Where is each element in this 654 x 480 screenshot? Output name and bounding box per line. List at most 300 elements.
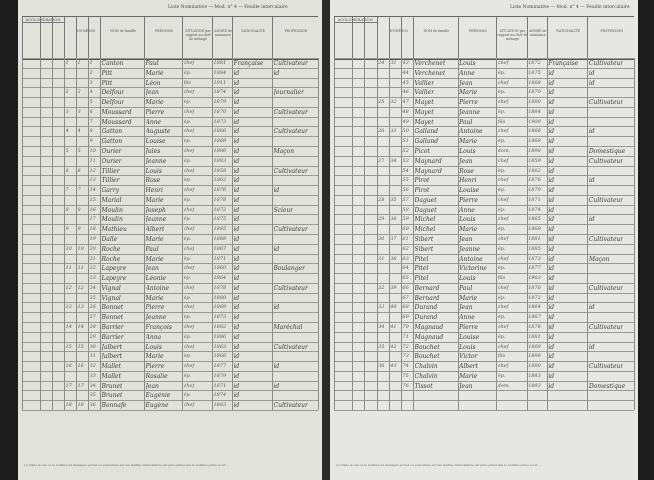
entry-nat: id bbox=[233, 304, 240, 312]
row-rule bbox=[22, 214, 318, 216]
entry-n: 35 bbox=[89, 392, 96, 399]
column-header bbox=[527, 17, 548, 59]
entry-nat: id bbox=[233, 118, 240, 126]
entry-n: 69 bbox=[402, 314, 409, 321]
entry-nat: id bbox=[548, 382, 555, 390]
entry-nat: Française bbox=[548, 60, 579, 67]
entry-nom: Jalbert bbox=[101, 343, 123, 351]
entry-prenom: Marie bbox=[145, 255, 164, 263]
row-rule bbox=[334, 400, 634, 402]
entry-prenom: Paul bbox=[145, 245, 159, 253]
entry-menage: 32 bbox=[390, 99, 397, 106]
entry-nom: Vignal bbox=[101, 294, 121, 302]
entry-annee: 1879 bbox=[213, 99, 227, 106]
entry-situation: ép. bbox=[183, 314, 192, 321]
entry-prenom: Jules bbox=[145, 148, 161, 155]
entry-nat: id bbox=[233, 382, 240, 390]
entry-n: 58 bbox=[402, 206, 409, 213]
column-header bbox=[22, 17, 41, 59]
row-rule bbox=[22, 332, 318, 334]
entry-annee: 1880 bbox=[528, 363, 541, 370]
entry-nat: id bbox=[548, 177, 555, 185]
entry-prenom: Antoine bbox=[459, 128, 483, 136]
entry-situation: chef bbox=[183, 324, 195, 330]
entry-annee: 1869 bbox=[528, 138, 541, 145]
entry-nat: id bbox=[233, 333, 240, 341]
entry-nom: Delfour bbox=[101, 89, 125, 97]
entry-n: 68 bbox=[402, 304, 409, 311]
entry-nom: Mayet bbox=[414, 99, 434, 107]
entry-prenom: Jean bbox=[145, 382, 159, 390]
entry-prenom: Victor bbox=[459, 353, 478, 361]
entry-nom: Vallier bbox=[414, 79, 435, 87]
entry-nom: Pitel bbox=[414, 255, 429, 263]
entry-situation: ép. bbox=[497, 226, 506, 233]
entry-menage: 15 bbox=[77, 343, 84, 350]
entry-annee: 1878 bbox=[213, 196, 227, 203]
entry-nom: Vignal bbox=[101, 284, 121, 292]
entry-annee: 1875 bbox=[528, 69, 541, 76]
row-rule bbox=[22, 136, 318, 138]
entry-nom: Ourier bbox=[101, 148, 122, 155]
column-header bbox=[587, 17, 635, 59]
entry-prof: Cultivateur bbox=[273, 402, 308, 410]
entry-situation: ép. bbox=[183, 196, 192, 203]
entry-house: 17 bbox=[65, 382, 72, 389]
entry-situation: chef bbox=[497, 304, 509, 311]
entry-prenom: Marie bbox=[145, 196, 164, 204]
entry-nom: Pitel bbox=[414, 275, 429, 283]
entry-menage: 43 bbox=[390, 363, 397, 370]
entry-n: 49 bbox=[402, 118, 409, 125]
column-header-row bbox=[22, 16, 318, 60]
entry-prenom: Jeanne bbox=[145, 157, 167, 165]
entry-nat: id bbox=[548, 89, 555, 97]
entry-annee: 1883 bbox=[528, 372, 541, 379]
entry-prof: id bbox=[588, 128, 595, 136]
entry-prenom: Louise bbox=[145, 138, 166, 146]
entry-nat: id bbox=[548, 226, 555, 234]
entry-situation: ép. bbox=[497, 245, 506, 252]
entry-nat: id bbox=[548, 196, 555, 204]
row-rule bbox=[334, 224, 634, 226]
entry-menage: 35 bbox=[390, 196, 397, 203]
entry-prenom: Henri bbox=[145, 187, 163, 195]
entry-n: 18 bbox=[89, 226, 96, 233]
entry-situation: chef bbox=[183, 187, 195, 194]
row-rule bbox=[334, 332, 634, 334]
entry-prof: Cultivateur bbox=[273, 128, 308, 136]
row-rule bbox=[334, 273, 634, 275]
entry-prenom: Jean bbox=[145, 89, 159, 97]
entry-annee: 1871 bbox=[213, 255, 227, 262]
entry-situation: fils bbox=[183, 79, 191, 86]
entry-menage: 5 bbox=[77, 148, 81, 154]
entry-nat: id bbox=[233, 89, 240, 97]
entry-annee: 1862 bbox=[213, 177, 227, 184]
entry-menage: 13 bbox=[77, 304, 84, 311]
entry-situation: chef bbox=[183, 167, 195, 174]
entry-nom: Moulin bbox=[101, 206, 123, 214]
entry-annee: 1867 bbox=[213, 245, 227, 252]
entry-annee: 1864 bbox=[213, 275, 227, 282]
entry-menage: 2 bbox=[77, 89, 81, 96]
entry-prenom: Pierre bbox=[145, 304, 165, 312]
entry-menage: 41 bbox=[390, 324, 397, 330]
entry-annee: 1886 bbox=[213, 333, 227, 340]
row-rule bbox=[334, 371, 634, 373]
entry-prenom: Rosalie bbox=[145, 372, 168, 380]
entry-prenom: Louise bbox=[459, 333, 480, 341]
entry-prenom: Eugène bbox=[145, 402, 169, 410]
entry-nom: Mayet bbox=[414, 108, 434, 116]
entry-n: 62 bbox=[402, 245, 409, 252]
entry-house: 7 bbox=[65, 187, 69, 194]
entry-n: 7 bbox=[89, 118, 93, 125]
entry-n: 1 bbox=[89, 60, 93, 66]
entry-nom: Maynard bbox=[414, 167, 442, 175]
column-header bbox=[144, 17, 183, 59]
entry-situation: ép. bbox=[183, 177, 192, 184]
entry-nat: id bbox=[548, 284, 555, 292]
entry-n: 27 bbox=[89, 314, 96, 321]
entry-prof: id bbox=[273, 304, 280, 312]
row-rule bbox=[22, 371, 318, 373]
entry-n: 19 bbox=[89, 236, 96, 242]
entry-menage: 3 bbox=[77, 108, 81, 115]
entry-prenom: Pierre bbox=[145, 108, 165, 116]
entry-situation: ép. bbox=[183, 333, 192, 340]
entry-situation: chef bbox=[497, 99, 509, 106]
column-header bbox=[547, 17, 589, 59]
entry-situation: ép. bbox=[497, 206, 506, 213]
entry-situation: ép. bbox=[183, 353, 192, 360]
page-footnote: (1) Dans le cas où le nombre de ménages portés ou personnes sur les feuilles intercalaires est plus grand que le nombre prévu pour... bbox=[24, 463, 228, 468]
entry-prenom: Louis bbox=[459, 275, 476, 283]
entry-annee: 1858 bbox=[213, 167, 227, 174]
entry-prenom: Marie bbox=[145, 294, 164, 302]
entry-situation: chef bbox=[497, 363, 509, 370]
entry-nom: Delfour bbox=[101, 99, 125, 107]
column-header bbox=[364, 17, 377, 59]
entry-prenom: Victorine bbox=[459, 265, 487, 273]
column-rule bbox=[334, 58, 335, 410]
column-header-label: PRÉNOMS bbox=[469, 29, 487, 33]
entry-n: 55 bbox=[402, 177, 409, 184]
entry-prof: Cultivateur bbox=[588, 157, 624, 165]
entry-situation: fils bbox=[497, 118, 506, 125]
entry-nat: id bbox=[233, 343, 240, 351]
entry-prenom: Paul bbox=[459, 118, 473, 126]
entry-menage: 11 bbox=[77, 265, 84, 272]
entry-nat: id bbox=[233, 324, 240, 331]
entry-nom: Moussard bbox=[101, 118, 132, 126]
entry-n: 48 bbox=[402, 108, 409, 115]
entry-prof: Cultivateur bbox=[588, 363, 624, 371]
entry-situation: ép. bbox=[497, 167, 506, 174]
entry-n: 73 bbox=[402, 353, 409, 360]
entry-house: 3 bbox=[65, 108, 69, 115]
entry-n: 34 bbox=[89, 382, 96, 389]
row-rule bbox=[22, 175, 318, 177]
entry-situation: chef bbox=[183, 363, 195, 370]
entry-nat: id bbox=[548, 304, 555, 312]
entry-nat: id bbox=[548, 324, 555, 331]
entry-nat: id bbox=[548, 157, 555, 165]
column-rule bbox=[352, 58, 353, 410]
entry-annee: 1877 bbox=[528, 265, 541, 272]
entry-annee: 1864 bbox=[528, 304, 541, 311]
entry-prenom: Louis bbox=[459, 216, 476, 224]
entry-house: 10 bbox=[65, 245, 72, 252]
entry-nat: id bbox=[233, 187, 240, 195]
row-rule bbox=[334, 136, 634, 138]
entry-n: 9 bbox=[89, 138, 93, 145]
entry-nom: Gatton bbox=[101, 128, 123, 136]
entry-n: 53 bbox=[402, 157, 409, 164]
entry-house: 34 bbox=[378, 324, 385, 330]
entry-n: 64 bbox=[402, 265, 409, 272]
column-header bbox=[389, 17, 408, 59]
entry-n: 15 bbox=[89, 196, 96, 203]
entry-situation: chef bbox=[183, 284, 195, 291]
entry-prenom: Louis bbox=[145, 167, 162, 175]
entry-menage: 17 bbox=[77, 382, 84, 389]
row-rule bbox=[22, 117, 318, 119]
entry-menage: 18 bbox=[77, 402, 84, 409]
entry-nat: id bbox=[548, 245, 555, 253]
entry-prof: Maçon bbox=[273, 148, 295, 155]
row-rule bbox=[334, 87, 634, 89]
entry-prof: Scieur bbox=[273, 206, 294, 214]
row-rule bbox=[22, 78, 318, 80]
entry-n: 59 bbox=[402, 216, 409, 223]
entry-annee: 1872 bbox=[528, 60, 541, 66]
entry-house: 18 bbox=[65, 402, 72, 409]
entry-nat: id bbox=[548, 236, 555, 243]
entry-house: 1 bbox=[65, 60, 69, 66]
entry-annee: 1885 bbox=[528, 245, 541, 252]
entry-nat: id bbox=[233, 157, 240, 165]
entry-prenom: Louise bbox=[459, 187, 480, 195]
entry-prenom: Louis bbox=[145, 343, 162, 351]
entry-prof: Cultivateur bbox=[588, 60, 624, 67]
entry-n: 50 bbox=[402, 128, 409, 135]
row-rule bbox=[334, 166, 634, 168]
entry-prof: id bbox=[588, 304, 595, 312]
column-header-label: NUMÉROS bbox=[77, 29, 96, 33]
entry-nat: id bbox=[548, 255, 555, 263]
entry-nat: id bbox=[233, 99, 240, 107]
entry-n: 65 bbox=[402, 275, 409, 282]
entry-annee: 1873 bbox=[213, 314, 227, 321]
entry-nat: id bbox=[233, 226, 240, 234]
entry-prof: Cultivateur bbox=[588, 324, 624, 331]
row-rule bbox=[22, 254, 318, 256]
entry-situation: ép. bbox=[497, 89, 506, 96]
entry-menage: 9 bbox=[77, 226, 81, 233]
entry-situation: ép. bbox=[183, 118, 192, 125]
entry-nom: Pitt bbox=[101, 69, 113, 77]
entry-nom: Magnaud bbox=[414, 324, 444, 331]
entry-annee: 1884 bbox=[528, 108, 541, 115]
entry-situation: ép. bbox=[497, 69, 506, 76]
column-header-label: ANNÉE de naissance bbox=[528, 29, 547, 37]
entry-prenom: Joseph bbox=[145, 206, 166, 214]
entry-prenom: Albert bbox=[459, 363, 479, 371]
entry-annee: 1883 bbox=[213, 402, 227, 409]
column-header-label: SITUATION par rapport au chef de ménage bbox=[497, 29, 528, 41]
entry-situation: ép. bbox=[497, 108, 506, 115]
entry-n: 43 bbox=[402, 60, 409, 66]
entry-prenom: Henri bbox=[459, 177, 477, 185]
entry-nat: id bbox=[548, 99, 555, 107]
entry-annee: 1877 bbox=[213, 363, 227, 370]
entry-nat: id bbox=[548, 187, 555, 195]
entry-situation: ép. bbox=[497, 265, 506, 272]
entry-nom: Verchenet bbox=[414, 60, 446, 67]
entry-house: 4 bbox=[65, 128, 69, 135]
entry-annee: 1903 bbox=[528, 275, 541, 282]
entry-annee: 1868 bbox=[528, 226, 541, 233]
entry-house: 15 bbox=[65, 343, 72, 350]
entry-n: 12 bbox=[89, 167, 96, 174]
entry-prenom: Marie bbox=[145, 99, 164, 107]
column-rule bbox=[377, 58, 378, 410]
entry-nom: Mathieu bbox=[101, 226, 127, 234]
entry-menage: 12 bbox=[77, 284, 84, 291]
entry-annee: 1874 bbox=[528, 206, 541, 213]
entry-annee: 1884 bbox=[213, 69, 227, 76]
column-rule bbox=[389, 58, 390, 410]
row-rule bbox=[22, 312, 318, 314]
page-footnote: (1) Dans le cas où le nombre de ménages portés ou personnes sur les feuilles intercalaires est plus grand que le nombre prévu pour... bbox=[336, 463, 540, 468]
entry-nat: id bbox=[233, 294, 240, 302]
entry-annee: 1866 bbox=[213, 128, 227, 135]
entry-prenom: Léonie bbox=[145, 275, 166, 283]
entry-annee: 1865 bbox=[528, 216, 541, 223]
entry-nat: id bbox=[233, 196, 240, 204]
entry-menage: 34 bbox=[390, 157, 397, 164]
entry-annee: 1873 bbox=[528, 255, 541, 262]
entry-nom: Michel bbox=[414, 226, 436, 234]
entry-prenom: Pierre bbox=[459, 324, 478, 331]
entry-annee: 1881 bbox=[528, 333, 541, 340]
entry-menage: 38 bbox=[390, 255, 397, 262]
page-title: Liste Nominative — Mod. n° 4 — Feuille intercalaire bbox=[168, 5, 288, 10]
entry-n: 67 bbox=[402, 294, 409, 301]
entry-house: 16 bbox=[65, 363, 72, 370]
entry-nom: Jalbert bbox=[101, 353, 123, 361]
entry-annee: 1871 bbox=[528, 196, 541, 203]
entry-nom: Galland bbox=[414, 128, 439, 136]
column-rule bbox=[364, 58, 365, 410]
entry-nat: id bbox=[548, 206, 555, 214]
entry-nom: Roche bbox=[101, 245, 121, 253]
entry-prenom: Marie bbox=[459, 226, 478, 234]
entry-house: 14 bbox=[65, 324, 72, 330]
entry-prenom: Rose bbox=[459, 167, 474, 175]
row-rule bbox=[22, 273, 318, 275]
entry-menage: 36 bbox=[390, 216, 397, 223]
entry-n: 28 bbox=[89, 324, 96, 330]
entry-situation: ép. bbox=[183, 236, 192, 242]
entry-annee: 1860 bbox=[213, 265, 227, 272]
entry-annee: 1873 bbox=[213, 118, 227, 125]
column-header bbox=[458, 17, 498, 59]
entry-situation: ép. bbox=[497, 314, 506, 321]
entry-annee: 1859 bbox=[528, 157, 541, 164]
entry-nom: Mayet bbox=[414, 118, 434, 126]
column-header bbox=[413, 17, 459, 59]
entry-prenom: Auguste bbox=[145, 128, 171, 136]
entry-nom: Ourier bbox=[101, 157, 122, 165]
entry-situation: chef bbox=[183, 265, 195, 272]
column-header bbox=[100, 17, 145, 59]
entry-nat: id bbox=[548, 216, 555, 224]
column-header-label: SITUATION par rapport au chef de ménage bbox=[185, 29, 211, 41]
entry-nat: id bbox=[548, 118, 555, 126]
entry-annee: 1870 bbox=[528, 89, 541, 96]
entry-situation: chef bbox=[183, 128, 195, 135]
entry-prenom: Louis bbox=[459, 148, 476, 155]
entry-nom: Daguet bbox=[414, 206, 437, 214]
entry-nom: Roche bbox=[101, 255, 121, 263]
entry-n: 13 bbox=[89, 177, 96, 184]
entry-prenom: Jeanne bbox=[145, 216, 167, 224]
entry-situation: ép. bbox=[497, 372, 506, 379]
entry-prof: id bbox=[588, 343, 595, 351]
entry-prof: Journalier bbox=[273, 89, 304, 97]
entry-nat: id bbox=[233, 402, 240, 410]
entry-n: 11 bbox=[89, 157, 96, 164]
entry-situation: chef bbox=[183, 226, 195, 233]
entry-nom: Galland bbox=[414, 138, 439, 146]
entry-situation: ép. bbox=[183, 392, 192, 399]
entry-prof: Cultivateur bbox=[588, 99, 624, 107]
row-rule bbox=[334, 312, 634, 314]
entry-nat: Française bbox=[233, 60, 264, 67]
entry-annee: 1890 bbox=[528, 148, 541, 154]
entry-situation: chef bbox=[183, 402, 195, 409]
entry-situation: chef bbox=[183, 89, 195, 96]
column-header-label: NATIONALITÉ bbox=[556, 29, 581, 33]
entry-n: 60 bbox=[402, 226, 409, 233]
entry-nat: id bbox=[233, 265, 240, 273]
column-rule bbox=[52, 58, 53, 410]
entry-annee: 1876 bbox=[528, 177, 541, 184]
entry-house: 25 bbox=[378, 99, 385, 106]
entry-menage: 10 bbox=[77, 245, 84, 252]
entry-house: 26 bbox=[378, 128, 385, 135]
entry-menage: 16 bbox=[77, 363, 84, 370]
entry-nat: id bbox=[233, 314, 240, 322]
entry-n: 47 bbox=[402, 99, 409, 106]
entry-situation: fils bbox=[497, 353, 506, 360]
entry-prof: Cultivateur bbox=[588, 236, 624, 243]
column-header-row bbox=[334, 16, 634, 60]
entry-nat: id bbox=[548, 167, 555, 175]
entry-situation: chef bbox=[183, 382, 195, 389]
entry-house: 13 bbox=[65, 304, 72, 311]
entry-prof: Cultivateur bbox=[273, 167, 308, 175]
entry-nom: Mallet bbox=[101, 372, 122, 380]
agglomeration-header: AGGLOMÉRATION bbox=[22, 18, 64, 23]
entry-nat: id bbox=[548, 265, 555, 273]
entry-nat: id bbox=[233, 363, 240, 371]
entry-annee: 1881 bbox=[528, 236, 541, 242]
entry-nom: Picot bbox=[414, 148, 430, 155]
